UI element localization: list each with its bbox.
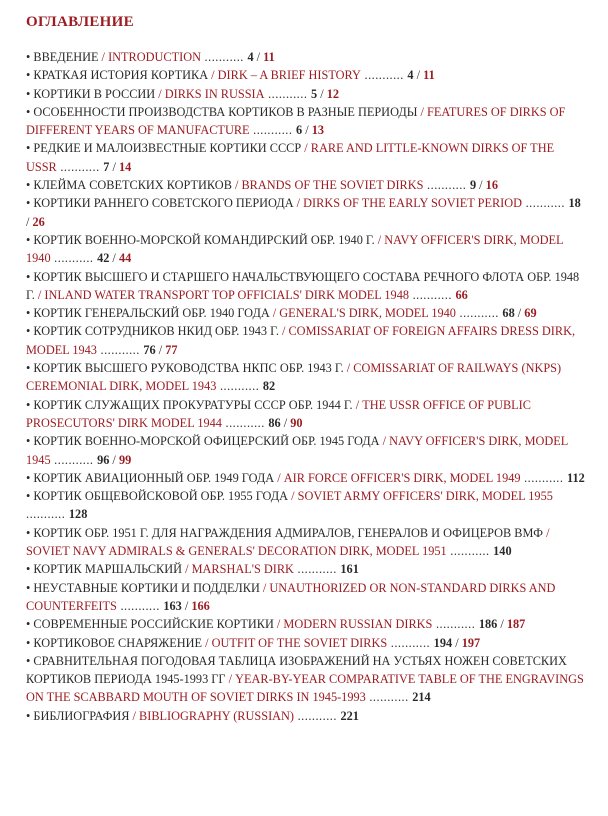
page-number-en: 11 bbox=[423, 68, 435, 83]
toc-entry bbox=[26, 139, 586, 176]
bullet-marker: • bbox=[26, 306, 34, 321]
entry-title-en: INTRODUCTION bbox=[108, 50, 201, 64]
dot-leader: ........... bbox=[249, 123, 297, 138]
toc-entry bbox=[26, 176, 586, 194]
title-separator: / bbox=[231, 178, 242, 193]
bullet-marker: • bbox=[26, 635, 34, 650]
page-separator: / bbox=[452, 635, 462, 650]
title-separator: / bbox=[259, 580, 270, 595]
dot-leader: ........... bbox=[116, 598, 164, 613]
page-number-ru: 86 bbox=[268, 415, 281, 430]
page-number-ru: 214 bbox=[412, 690, 431, 705]
entry-title-ru: КОРТИК СЛУЖАЩИХ ПРОКУРАТУРЫ СССР ОБР. 1944 Г. bbox=[33, 397, 353, 412]
page-number-ru: 4 bbox=[247, 50, 254, 64]
page-separator: / bbox=[317, 86, 327, 101]
dot-leader: ........... bbox=[423, 178, 470, 193]
entry-title-ru: КОРТИК ОБР. 1951 Г. ДЛЯ НАГРАЖДЕНИЯ АДМИРАЛОВ, ГЕНЕРАЛОВ И ОФИЦЕРОВ ВМФ bbox=[33, 525, 543, 540]
bullet-marker: • bbox=[26, 470, 34, 485]
entry-title-en: BIBLIOGRAPHY (RUSSIAN) bbox=[139, 708, 295, 723]
entry-title-en: NAVY OFFICER'S DIRK, MODEL 1945 bbox=[26, 434, 568, 467]
dot-leader: ........... bbox=[522, 196, 569, 211]
page-number-ru: 194 bbox=[433, 635, 453, 650]
toc-entry bbox=[26, 231, 586, 268]
dot-leader: ........... bbox=[56, 159, 104, 174]
entry-title-ru: КРАТКАЯ ИСТОРИЯ КОРТИКА bbox=[33, 68, 209, 83]
page-separator: / bbox=[280, 415, 291, 430]
toc-title: ОГЛАВЛЕНИЕ bbox=[26, 14, 134, 30]
toc-entry bbox=[26, 194, 586, 231]
entry-title-ru: КОРТИКИ РАННЕГО СОВЕТСКОГО ПЕРИОДА bbox=[33, 196, 294, 211]
dot-leader: ........... bbox=[409, 287, 456, 302]
title-separator: / bbox=[182, 562, 192, 577]
title-separator: / bbox=[225, 672, 236, 687]
entry-title-ru: КОРТИК ВОЕННО-МОРСКОЙ КОМАНДИРСКИЙ ОБР. 1940 Г. bbox=[33, 232, 375, 247]
page-separator: / bbox=[109, 251, 119, 266]
page-separator: / bbox=[181, 598, 192, 613]
toc-entry bbox=[26, 268, 586, 305]
page-separator: / bbox=[109, 159, 119, 174]
page-number-ru: 112 bbox=[567, 470, 585, 485]
dot-leader: ........... bbox=[50, 452, 98, 467]
entry-title-en: YEAR-BY-YEAR COMPARATIVE TABLE OF THE ENGRAVINGS ON THE SCABBARD MOUTH OF SOVIET DIRKS IN 1945-1993 bbox=[26, 672, 584, 705]
bullet-marker: • bbox=[26, 232, 34, 247]
page-number-en: 44 bbox=[118, 251, 132, 266]
page-separator: / bbox=[497, 617, 507, 632]
toc-entry bbox=[26, 85, 586, 103]
page-number-ru: 42 bbox=[97, 251, 110, 266]
toc-list bbox=[26, 48, 586, 725]
bullet-marker: • bbox=[26, 708, 34, 723]
dot-leader: ........... bbox=[387, 635, 434, 650]
page-number-en: 166 bbox=[191, 598, 210, 613]
entry-title-ru: КОРТИК ВЫСШЕГО И СТАРШЕГО НАЧАЛЬСТВУЮЩЕГО СОСТАВА РЕЧНОГО ФЛОТА ОБР. 1948 Г. bbox=[26, 269, 580, 302]
entry-title-ru: КОРТИК ВЫСШЕГО РУКОВОДСТВА НКПС ОБР. 1943 Г. bbox=[33, 361, 344, 376]
page-number-ru: 7 bbox=[103, 159, 110, 174]
toc-entry bbox=[26, 524, 586, 561]
title-separator: / bbox=[274, 470, 284, 485]
bullet-marker: • bbox=[26, 525, 34, 540]
page-number-ru: 82 bbox=[262, 379, 276, 394]
entry-title-ru: КОРТИК МАРШАЛЬСКИЙ bbox=[33, 562, 183, 577]
title-separator: / bbox=[155, 86, 165, 101]
entry-title-ru: БИБЛИОГРАФИЯ bbox=[33, 708, 130, 723]
bullet-marker: • bbox=[26, 580, 34, 595]
page-separator: / bbox=[514, 306, 525, 321]
title-separator: / bbox=[202, 635, 212, 650]
entry-title-ru: ОСОБЕННОСТИ ПРОИЗВОДСТВА КОРТИКОВ В РАЗНЫЕ ПЕРИОДЫ bbox=[33, 104, 418, 119]
toc-entry bbox=[26, 707, 586, 725]
page-number-ru: 163 bbox=[163, 598, 182, 613]
entry-title-en: SOVIET NAVY ADMIRALS & GENERALS' DECORATION DIRK, MODEL 1951 bbox=[26, 544, 447, 559]
title-separator: / bbox=[293, 196, 304, 211]
entry-title-ru: КОРТИКИ В РОССИИ bbox=[33, 86, 156, 101]
title-separator: / bbox=[269, 306, 280, 321]
entry-title-ru: КОРТИК ОБЩЕВОЙСКОВОЙ ОБР. 1955 ГОДА bbox=[33, 489, 289, 504]
entry-title-en: THE USSR OFFICE OF PUBLIC PROSECUTORS' DIRK MODEL 1944 bbox=[26, 397, 531, 430]
dot-leader: ........... bbox=[520, 470, 567, 485]
title-separator: / bbox=[543, 525, 550, 540]
title-separator: / bbox=[34, 287, 45, 302]
toc-entry bbox=[26, 396, 586, 433]
toc-entry bbox=[26, 469, 586, 487]
page-number-ru: 6 bbox=[296, 123, 303, 138]
entry-title-en: INLAND WATER TRANSPORT TOP OFFICIALS' DIRK MODEL 1948 bbox=[44, 287, 409, 302]
title-separator: / bbox=[374, 232, 385, 247]
dot-leader: ........... bbox=[26, 507, 69, 522]
page-number-en: 12 bbox=[326, 86, 340, 101]
entry-title-ru: РЕДКИЕ И МАЛОИЗВЕСТНЫЕ КОРТИКИ СССР bbox=[33, 141, 302, 156]
entry-title-en: UNAUTHORIZED OR NON-STANDARD DIRKS AND COUNTERFEITS bbox=[26, 580, 556, 613]
toc-entry bbox=[26, 66, 586, 84]
bullet-marker: • bbox=[26, 196, 34, 211]
page-separator: / bbox=[476, 178, 486, 193]
entry-title-en: BRANDS OF THE SOVIET DIRKS bbox=[241, 178, 424, 193]
page-number-ru: 221 bbox=[340, 708, 359, 723]
entry-title-ru: СРАВНИТЕЛЬНАЯ ПОГОДОВАЯ ТАБЛИЦА ИЗОБРАЖЕНИЙ НА УСТЬЯХ НОЖЕН СОВЕТСКИХ КОРТИКОВ ПЕРИОДА 1945-1993 ГГ bbox=[26, 653, 567, 687]
entry-title-ru: КОРТИК ГЕНЕРАЛЬСКИЙ ОБР. 1940 ГОДА bbox=[33, 306, 270, 321]
entry-title-en: COMISSARIAT OF FOREIGN AFFAIRS DRESS DIRK, MODEL 1943 bbox=[26, 324, 576, 357]
dot-leader: ........... bbox=[216, 379, 263, 394]
toc-entry bbox=[26, 560, 586, 578]
page-separator: / bbox=[155, 342, 166, 357]
page-number-ru: 186 bbox=[478, 617, 498, 632]
dot-leader: ........... bbox=[293, 562, 341, 577]
toc-entry bbox=[26, 322, 586, 359]
entry-title-ru: КЛЕЙМА СОВЕТСКИХ КОРТИКОВ bbox=[33, 178, 232, 193]
page-number-en: 69 bbox=[524, 306, 537, 321]
entry-title-en: RARE AND LITTLE-KNOWN DIRKS OF THE USSR bbox=[26, 141, 555, 174]
dot-leader: ........... bbox=[365, 690, 413, 705]
entry-title-ru: СОВРЕМЕННЫЕ РОССИЙСКИЕ КОРТИКИ bbox=[33, 617, 274, 632]
entry-title-en: OUTFIT OF THE SOVIET DIRKS bbox=[211, 635, 388, 650]
title-separator: / bbox=[288, 489, 298, 504]
entry-title-en: DIRKS OF THE EARLY SOVIET PERIOD bbox=[303, 196, 523, 211]
entry-title-ru: КОРТИКОВОЕ СНАРЯЖЕНИЕ bbox=[33, 635, 203, 650]
dot-leader: ........... bbox=[432, 617, 479, 632]
entry-title-en: SOVIET ARMY OFFICERS' DIRK, MODEL 1955 bbox=[297, 489, 553, 504]
page-number-en: 13 bbox=[311, 123, 325, 138]
bullet-marker: • bbox=[26, 50, 34, 64]
page-separator: / bbox=[253, 50, 264, 64]
title-separator: / bbox=[301, 141, 311, 156]
dot-leader: ........... bbox=[221, 415, 269, 430]
page-separator: / bbox=[109, 452, 119, 467]
toc-entry bbox=[26, 652, 586, 707]
page-number-en: 99 bbox=[118, 452, 132, 467]
page-number-ru: 96 bbox=[97, 452, 110, 467]
bullet-marker: • bbox=[26, 617, 34, 632]
bullet-marker: • bbox=[26, 397, 34, 412]
page-number-ru: 140 bbox=[493, 544, 512, 559]
page-number-ru: 128 bbox=[68, 507, 88, 522]
bullet-marker: • bbox=[26, 489, 34, 504]
bullet-marker: • bbox=[26, 653, 34, 668]
page-separator: / bbox=[26, 214, 33, 229]
title-separator: / bbox=[343, 361, 354, 376]
bullet-marker: • bbox=[26, 68, 34, 83]
title-separator: / bbox=[273, 617, 284, 632]
title-separator: / bbox=[417, 104, 428, 119]
page-number-en: 14 bbox=[118, 159, 132, 174]
bullet-marker: • bbox=[26, 104, 34, 119]
dot-leader: ........... bbox=[50, 251, 98, 266]
bullet-marker: • bbox=[26, 269, 34, 284]
title-separator: / bbox=[379, 434, 390, 449]
entry-title-en: MARSHAL'S DIRK bbox=[191, 562, 294, 577]
toc-entry bbox=[26, 432, 586, 469]
entry-title-en: GENERAL'S DIRK, MODEL 1940 bbox=[279, 306, 456, 321]
entry-title-ru: НЕУСТАВНЫЕ КОРТИКИ И ПОДДЕЛКИ bbox=[33, 580, 260, 595]
page-number-ru: 18 bbox=[568, 196, 581, 211]
page-number-en: 26 bbox=[32, 214, 45, 229]
toc-entry bbox=[26, 304, 586, 322]
dot-leader: ........... bbox=[96, 342, 144, 357]
page-number-ru: 76 bbox=[143, 342, 156, 357]
page-number-ru: 68 bbox=[502, 306, 515, 321]
page-number-en: 197 bbox=[461, 635, 481, 650]
title-separator: / bbox=[129, 708, 140, 723]
page-number-ru: 161 bbox=[340, 562, 359, 577]
entry-title-en: NAVY OFFICER'S DIRK, MODEL 1940 bbox=[26, 232, 564, 266]
bullet-marker: • bbox=[26, 324, 34, 339]
bullet-marker: • bbox=[26, 434, 34, 449]
page-number-ru: 4 bbox=[407, 68, 414, 83]
dot-leader: ........... bbox=[446, 544, 494, 559]
page-number-en: 90 bbox=[290, 415, 303, 430]
bullet-marker: • bbox=[26, 361, 34, 376]
toc-entry bbox=[26, 359, 586, 396]
toc-entry bbox=[26, 103, 586, 140]
toc-entry bbox=[26, 487, 586, 524]
entry-title-en: AIR FORCE OFFICER'S DIRK, MODEL 1949 bbox=[283, 470, 521, 485]
dot-leader: ........... bbox=[200, 50, 248, 64]
toc-entry bbox=[26, 634, 586, 652]
entry-title-en: DIRK – A BRIEF HISTORY bbox=[217, 68, 361, 83]
page-separator: / bbox=[413, 68, 424, 83]
title-separator: / bbox=[98, 50, 109, 64]
page-number-en: 16 bbox=[485, 178, 498, 193]
page-number-ru: 5 bbox=[310, 86, 318, 101]
page-number-en: 77 bbox=[165, 342, 178, 357]
bullet-marker: • bbox=[26, 562, 34, 577]
bullet-marker: • bbox=[26, 178, 34, 193]
page-number-en: 11 bbox=[263, 50, 275, 64]
entry-title-en: DIRKS IN RUSSIA bbox=[164, 86, 265, 101]
page-number-ru: 9 bbox=[469, 178, 477, 193]
dot-leader: ........... bbox=[360, 68, 408, 83]
entry-title-ru: КОРТИК СОТРУДНИКОВ НКИД ОБР. 1943 Г. bbox=[33, 324, 279, 339]
bullet-marker: • bbox=[26, 86, 34, 101]
entry-title-ru: КОРТИК АВИАЦИОННЫЙ ОБР. 1949 ГОДА bbox=[33, 470, 275, 485]
title-separator: / bbox=[208, 68, 218, 83]
entry-title-en: COMISSARIAT OF RAILWAYS (NKPS) CEREMONIAL DIRK, MODEL 1943 bbox=[26, 361, 562, 394]
entry-title-ru: КОРТИК ВОЕННО-МОРСКОЙ ОФИЦЕРСКИЙ ОБР. 1945 ГОДА bbox=[33, 434, 380, 449]
entry-title-ru: ВВЕДЕНИЕ bbox=[33, 50, 99, 64]
title-separator: / bbox=[352, 397, 363, 412]
dot-leader: ........... bbox=[264, 86, 311, 101]
dot-leader: ........... bbox=[455, 306, 503, 321]
entry-title-en: MODERN RUSSIAN DIRKS bbox=[283, 617, 433, 632]
toc-entry bbox=[26, 615, 586, 633]
page-number-en: 187 bbox=[506, 617, 526, 632]
toc-entry bbox=[26, 48, 586, 66]
bullet-marker: • bbox=[26, 141, 34, 156]
dot-leader: ........... bbox=[294, 708, 341, 723]
page-number-en: 66 bbox=[455, 287, 468, 302]
title-separator: / bbox=[278, 324, 289, 339]
entry-title-en: FEATURES OF DIRKS OF DIFFERENT YEARS OF MANUFACTURE bbox=[26, 104, 566, 138]
page-separator: / bbox=[302, 123, 312, 138]
toc-entry bbox=[26, 579, 586, 616]
